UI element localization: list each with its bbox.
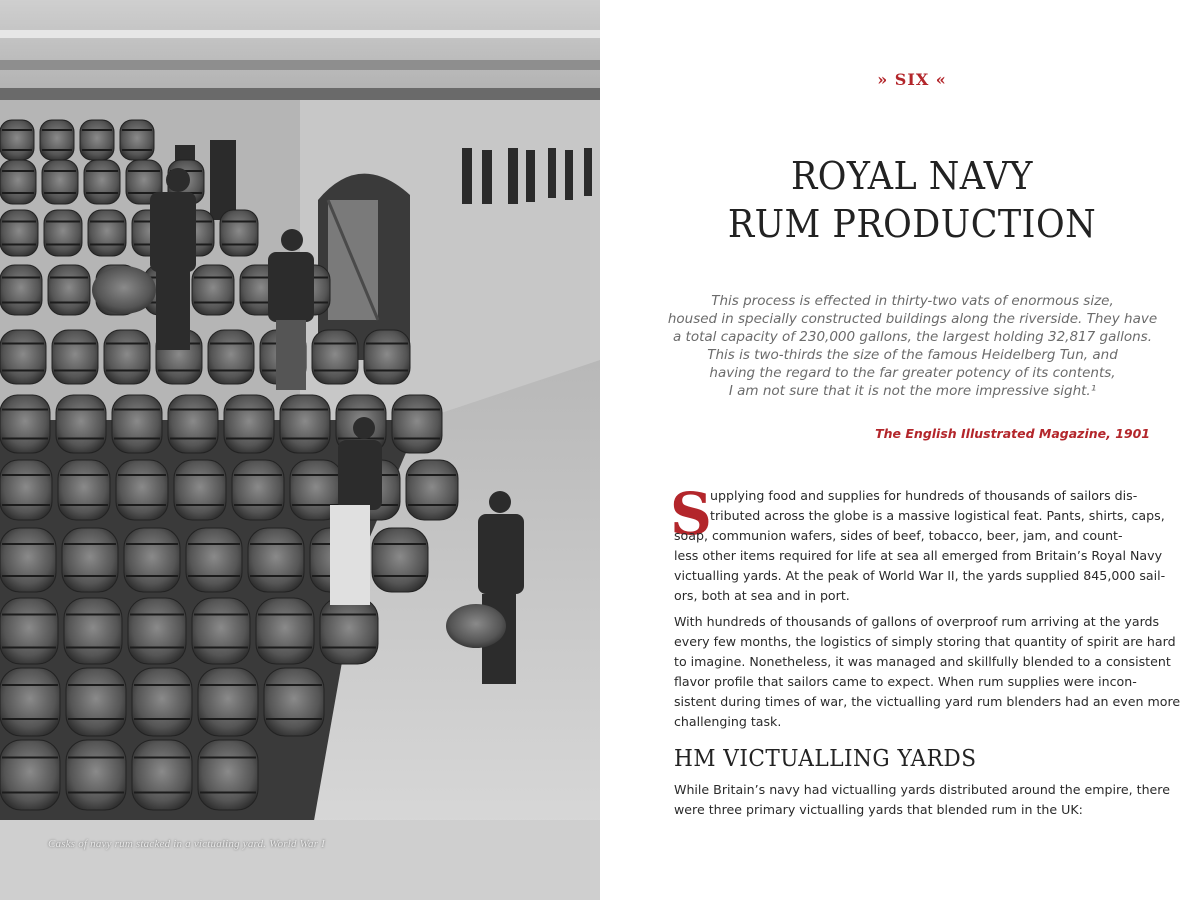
body-line: tributed across the globe is a massive logistical feat. Pants, shirts, caps, xyxy=(710,508,1165,523)
cask xyxy=(372,528,428,592)
photo-caption: Casks of navy rum stacked in a victualing yard. World War I xyxy=(48,838,325,850)
cask xyxy=(112,395,162,453)
section-heading: HM VICTUALLING YARDS xyxy=(674,746,977,772)
cask xyxy=(208,330,254,384)
cask xyxy=(0,210,38,256)
cask xyxy=(312,330,358,384)
chapter-title-line: ROYAL NAVY xyxy=(791,154,1033,198)
body-line: While Britain’s navy had victualling yards distributed around the empire, there xyxy=(674,782,1170,797)
body-line: less other items required for life at sea all emerged from Britain’s Royal Navy xyxy=(674,548,1163,563)
cask xyxy=(186,528,242,592)
epigraph-line: This is two-thirds the size of the famous Heidelberg Tun, and xyxy=(707,347,1118,363)
cask xyxy=(120,120,154,160)
body-line: challenging task. xyxy=(674,714,782,729)
epigraph-line: having the regard to the far greater potency of its contents, xyxy=(709,365,1116,381)
body-paragraph xyxy=(674,486,1166,606)
cask xyxy=(320,598,378,664)
body-line: victualling yards. At the peak of World War II, the yards supplied 845,000 sail- xyxy=(674,568,1166,583)
cask xyxy=(66,668,126,736)
cask xyxy=(80,120,114,160)
cask xyxy=(0,330,46,384)
cask xyxy=(0,395,50,453)
epigraph-quote xyxy=(660,292,1165,400)
cask xyxy=(84,160,120,204)
cask xyxy=(132,740,192,810)
body-line: upplying food and supplies for hundreds of thousands of sailors dis- xyxy=(710,488,1138,503)
epigraph-line: This process is effected in thirty-two vats of enormous size, xyxy=(711,293,1114,309)
epigraph-line: I am not sure that it is not the more impressive sight.¹ xyxy=(728,383,1097,399)
cask xyxy=(132,668,192,736)
cask xyxy=(0,528,56,592)
cask xyxy=(0,598,58,664)
chapter-label: » SIX « xyxy=(877,70,947,89)
body-line: ors, both at sea and in port. xyxy=(674,588,850,603)
cask xyxy=(174,460,226,520)
cask xyxy=(224,395,274,453)
epigraph-line: a total capacity of 230,000 gallons, the largest holding 32,817 gallons. xyxy=(672,329,1153,345)
epigraph-attribution: The English Illustrated Magazine, 1901 xyxy=(875,426,1150,441)
chapter-title xyxy=(625,152,1199,248)
cask xyxy=(0,668,60,736)
cask xyxy=(64,598,122,664)
cask xyxy=(88,210,126,256)
cask xyxy=(42,160,78,204)
body-line: With hundreds of thousands of gallons of overproof rum arriving at the yards xyxy=(674,614,1160,629)
cask xyxy=(58,460,110,520)
cask xyxy=(232,460,284,520)
cask xyxy=(198,740,258,810)
cask xyxy=(104,330,150,384)
body-paragraph xyxy=(674,612,1181,732)
cask xyxy=(0,160,36,204)
cask xyxy=(116,460,168,520)
drop-cap: S xyxy=(670,480,712,548)
cask xyxy=(0,740,60,810)
body-line: were three primary victualling yards that blended rum in the UK: xyxy=(674,802,1083,817)
cask xyxy=(220,210,258,256)
cask xyxy=(280,395,330,453)
body-line: every few months, the logistics of simply storing that quantity of spirit are hard xyxy=(674,634,1176,649)
cask xyxy=(248,528,304,592)
cask xyxy=(192,265,234,315)
cask xyxy=(256,598,314,664)
cask xyxy=(48,265,90,315)
cask xyxy=(0,460,52,520)
cask xyxy=(392,395,442,453)
cask xyxy=(56,395,106,453)
cask xyxy=(40,120,74,160)
cask xyxy=(52,330,98,384)
cask xyxy=(44,210,82,256)
cask xyxy=(192,598,250,664)
text-page xyxy=(600,0,1200,900)
body-line: flavor profile that sailors came to expect. When rum supplies were incon- xyxy=(674,674,1137,689)
body-line: sistent during times of war, the victualling yard rum blenders had an even more xyxy=(674,694,1181,709)
body-line: soap, communion wafers, sides of beef, tobacco, beer, jam, and count- xyxy=(674,528,1123,543)
body-paragraph xyxy=(674,780,1170,820)
cask xyxy=(168,395,218,453)
cask xyxy=(0,265,42,315)
body-line: to imagine. Nonetheless, it was managed and skillfully blended to a consistent xyxy=(674,654,1171,669)
cask xyxy=(62,528,118,592)
chapter-title-line: RUM PRODUCTION xyxy=(727,202,1097,246)
epigraph-line: housed in specially constructed buildings along the riverside. They have xyxy=(667,311,1158,327)
cask xyxy=(124,528,180,592)
cask xyxy=(264,668,324,736)
cask xyxy=(198,668,258,736)
cask xyxy=(0,120,34,160)
cask xyxy=(128,598,186,664)
cask xyxy=(66,740,126,810)
cask xyxy=(364,330,410,384)
cask xyxy=(406,460,458,520)
